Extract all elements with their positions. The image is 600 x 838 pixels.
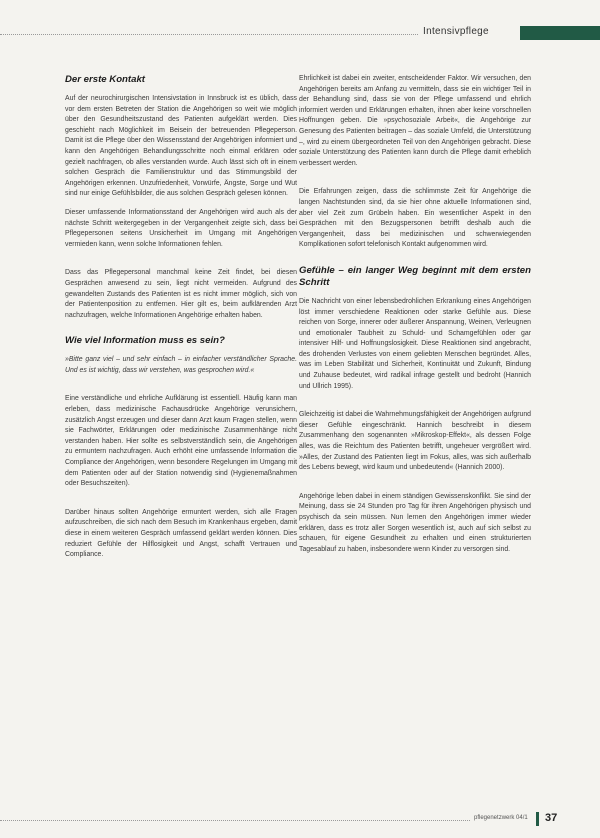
paragraph: Die Nachricht von einer lebensbedrohlichen Erkrankung eines Angehörigen löst immer verschiedene Reaktionen oder starke Gefühle aus. Diese reichen von Sorge, innerer oder äußerer Anspannung, Weinen, Verleugnen und emotionaler Taubheit zu Schuld- und Schamgefühlen oder gar intensiver Hilf- und Hoffnungslosigkeit. Diese Reaktionen sind angebracht, des drohenden Verlustes von einem geliebten Menschen begründet. Alles, was im Leben Stabilität und Sicherheit, Kontinuität und Zukunft, Bindung und Zuhause bedeutet, wird radikal infrage gestellt und bedroht (Hannich und Ullrich 1995).: [299, 297, 531, 390]
page-header: [0, 22, 600, 44]
left-column: [65, 74, 297, 569]
quote: »Bitte ganz viel – und sehr einfach – in einfacher verständlicher Sprache. Und es ist wichtig, dass wir verstehen, was gesprochen wird.«: [65, 356, 297, 374]
paragraph: Dass das Pflegepersonal manchmal keine Zeit findet, bei diesen Gesprächen anwesend zu sein, liegt nicht vermeiden. Aufgrund des gewandelten Zustands des Patienten ist es nicht immer möglich, sich von der Patientenposition zu entfernen. Hier gilt es, beim aufklärenden Arzt nachzufragen, welche Informationen Angehörige erhalten haben.: [65, 269, 297, 319]
heading-how-much-information: Wie viel Information muss es sein?: [65, 335, 225, 347]
heading-first-contact: Der erste Kontakt: [65, 74, 145, 85]
footer-dotted-rule: [0, 820, 470, 822]
heading-feelings: Gefühle – ein langer Weg beginnt mit dem ersten Schritt: [299, 264, 531, 288]
paragraph: Darüber hinaus sollten Angehörige ermuntert werden, sich alle Fragen aufzuschreiben, die sich nach dem Besuch im Krankenhaus ergeben, damit diese in einem weiteren Gespräch umfassend geklärt werden können. Dies reduziert Gefühle der Hilflosigkeit und Angst, schafft Vertrauen und Compliance.: [65, 508, 297, 559]
paragraph: Eine verständliche und ehrliche Aufklärung ist essentiell. Häufig kann man erleben, dass medizinische Fachausdrücke Angehörige verunsichern, zusätzlich Angst erzeugen und dieser dann Arzt kaum Fragen stellen, wenn sie Fachwörter, Erklärungen oder medizinische Zusammenhänge nicht verstanden haben. Hier sollte es selbstverständlich sein, die Angehörigen zu ermuntern nachzufragen. Auch erhöht eine umfassende Information die Compliance der Angehörigen, wenn besondere Regelungen im Umgang mit dem Patienten oder auf der Station notwendig sind (Hygienemaßnahmen oder Besuchszeiten).: [65, 395, 297, 488]
page-number-accent: [536, 812, 539, 826]
paragraph: Angehörige leben dabei in einem ständigen Gewissenskonflikt. Sie sind der Meinung, dass sie 24 Stunden pro Tag für ihren Angehörigen physisch und psychisch da sein müssen. Nun lernen den Angehörigen immer wieder erklären, dass es trotz aller Sorgen wesentlich ist, auch auf sich selbst zu schauen, für eigene Gesundheit zu erhalten und einen strukturierten Tagesablauf zu haben, insbesondere wenn Kinder zu versorgen sind.: [299, 492, 531, 553]
right-column: [299, 74, 531, 563]
journal-name: pflegenetzwerk 04/1: [474, 815, 528, 821]
header-dotted-rule: [0, 34, 418, 36]
page-number: 37: [545, 812, 558, 824]
paragraph: Auf der neurochirurgischen Intensivstation in Innsbruck ist es üblich, dass vor dem ersten Betreten der Station die Angehörigen so weit wie möglich über den Gesundheitszustand des Patienten aufgeklärt werden. Dies geschieht nach Möglichkeit im Beisein der betreuenden Pflegeperson. Damit ist die Pflege über den Wissensstand der Angehörigen informiert und kann den Angehörigen Behandlungsschritte noch einmal erklären oder gezielt nachfragen, ob alles verstanden wurde. Auch lässt sich oft in einem solchen Gespräch die Familienstruktur und das Stimmungsbild der Angehörigen erkennen. Unzufriedenheit, Vorwürfe, Ängste, Sorge und Wut sind nur einige Gefühlsbilder, die aus solchen Gespräch gelesen können.: [65, 95, 297, 198]
page-footer: [0, 812, 600, 832]
paragraph: Dieser umfassende Informationsstand der Angehörigen wird auch als der nächste Schritt weitergegeben in der Vergangenheit zeigte sich, dass bei Pflegepersonen seitens Unsicherheit im Umgang mit Angehörigen vermieden kann, wenn solche Informationen fehlen.: [65, 208, 297, 248]
section-label: Intensivpflege: [423, 26, 489, 37]
paragraph: Ehrlichkeit ist dabei ein zweiter, entscheidender Faktor. Wir versuchen, den Angehörigen bereits am Anfang zu vermitteln, dass sie ein wichtiger Teil in der Behandlung sind, dass sie von der Pflege umfassend und ehrlich informiert werden und Erklärungen erhalten, ihnen aber keine vorschnellen Hoffnungen geben. Die »psychosoziale Arbeit«, die Angehörige zur Genesung des Patienten beitragen – das soziale Umfeld, die Unterstützung –, wird zu einem übergeordneten Teil von den Angehörigen gebracht. Diese soziale Unterstützung des Patienten kann durch die Pflege damit erheblich verbessert werden.: [299, 75, 531, 167]
paragraph: Gleichzeitig ist dabei die Wahrnehmungsfähigkeit der Angehörigen aufgrund dieser Gefühle eingeschränkt. Hannich beschreibt in diesem Zusammenhang den sogenannten »Mikroskop-Effekt«, als dessen Folge alles, was die Reichtum des Patienten betrifft, ungeheuer vergrößert wird. »Alles, der Zustand des Patienten liegt im Fokus, alles, was sich außerhalb des Lebens bewegt, wird kaum und unbedeutend« (Hannich 2000).: [299, 411, 531, 472]
section-accent-bar: [520, 26, 600, 40]
paragraph: Die Erfahrungen zeigen, dass die schlimmste Zeit für Angehörige die langen Nachtstunden sind, da sie hier ohne aktuelle Informationen sind, aber viel Zeit zum Grübeln haben. Ein wesentlicher Aspekt in den Gesprächen mit den Bezugspersonen betrifft deshalb auch die Vergangenheit, dass bei medizinischen und schwerwiegenden Komplikationen sofort telefonisch Kontakt aufgenommen wird.: [299, 188, 531, 249]
